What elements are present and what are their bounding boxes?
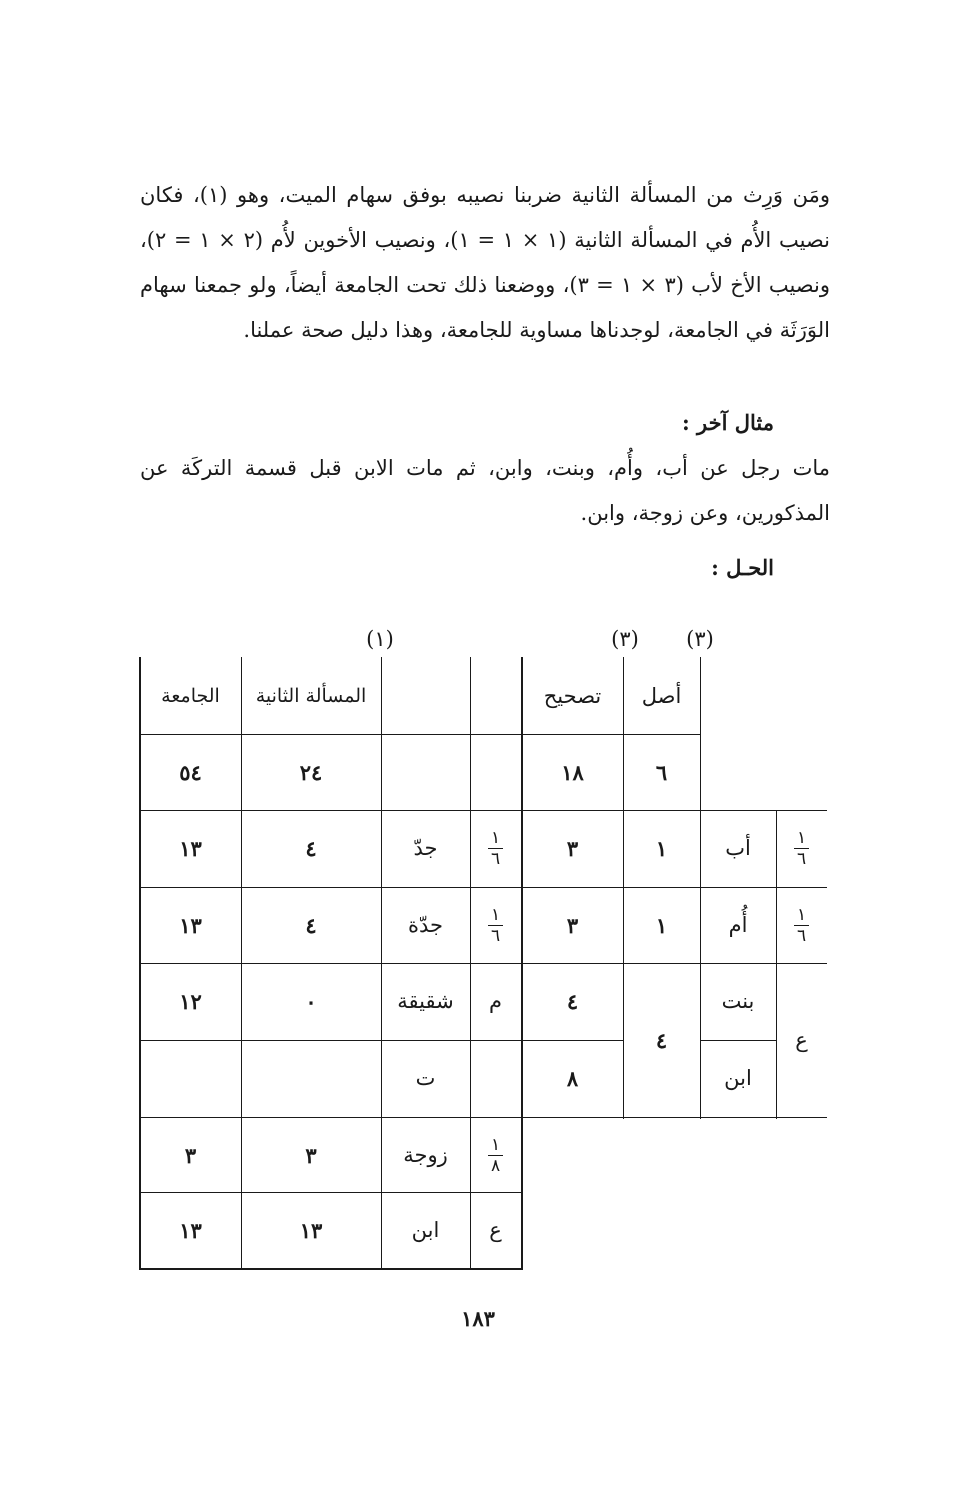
share-label: ع xyxy=(489,1218,502,1242)
heir-name: بنت xyxy=(721,989,755,1013)
page-number: ١٨٣ xyxy=(461,1306,495,1331)
asaba-share: ع xyxy=(795,1028,808,1052)
tashih-value: ٤ xyxy=(566,988,579,1014)
heir-name: أُم xyxy=(728,913,748,937)
tashih-value: ٣ xyxy=(566,835,579,861)
share-label xyxy=(470,1040,521,1116)
heir-name: أب xyxy=(725,836,751,860)
heir-name: ت xyxy=(415,1066,436,1090)
jamia-value: ١٣ xyxy=(179,912,202,938)
jamia-value: ١٣ xyxy=(179,1217,202,1243)
heir-name: زوجة xyxy=(403,1143,448,1167)
tashih-value: ٣ xyxy=(566,912,579,938)
heir-name: جدّة xyxy=(408,913,444,937)
share-fraction: $\frac{١}{٦}$ xyxy=(470,887,521,963)
second-issue-value: ٤ xyxy=(305,835,317,861)
heir-name: جدّ xyxy=(413,836,438,860)
jamia-value: ١٢ xyxy=(179,988,202,1014)
jamia-value: ١٣ xyxy=(179,835,202,861)
jamia-value: ٣ xyxy=(184,1142,197,1168)
solution-heading: الحـل : xyxy=(711,555,774,580)
asl-value: ١ xyxy=(655,912,668,938)
heir-name: ابن xyxy=(724,1066,752,1090)
footnote-marker: (٣) xyxy=(611,627,639,651)
share-fraction: $\frac{١}{٦}$ xyxy=(470,810,521,886)
header-second-issue: المسألة الثانية xyxy=(255,685,367,707)
paragraph-1: ومَن وَرِث من المسألة الثانية ضربنا نصيبه بوفق سهام الميت، وهو (١)، فكان نصيب الأُم في المسألة الثانية (١ × ١ = ١)، ونصيب الأخوين لأُم (٢ × ١ = ٢)، ونصيب الأخ لأب (٣ × ١ = ٣)، ووضعنا ذلك تحت الجامعة أيضاً، ولو جمعنا سهام الوَرَثَة في الجامعة، لوجدناها مساوية للجامعة، وهذا دليل صحة عملنا. xyxy=(140,183,830,342)
header-tashih: تصحيح xyxy=(543,684,602,708)
second-issue-value: ٠ xyxy=(305,988,317,1014)
header-asl: أصل xyxy=(641,684,682,708)
second-issue-value: ٤ xyxy=(305,912,317,938)
asl-value: ١ xyxy=(655,835,668,861)
share-fraction: $\frac{١}{٦}$ xyxy=(776,887,827,963)
share-label: م xyxy=(489,989,503,1013)
footnote-marker: (١) xyxy=(366,627,394,651)
header-jamia: الجامعة xyxy=(161,685,220,707)
jamia-value xyxy=(140,1040,241,1116)
second-issue-value: ١٣ xyxy=(299,1217,323,1243)
total-jamia: ٥٤ xyxy=(179,759,202,785)
paragraph-2: مات رجل عن أب، وأُم، وبنت، وابن، ثم مات الابن قبل قسمة التركَة عن المذكورين، وعن زوجة، وابن. xyxy=(140,456,830,525)
share-fraction: $\frac{١}{٨}$ xyxy=(470,1117,521,1193)
heir-name: ابن xyxy=(411,1218,440,1242)
second-issue-value xyxy=(241,1040,381,1116)
heir-name: شقيقة xyxy=(397,989,454,1013)
footnote-marker: (٣) xyxy=(686,627,714,651)
share-fraction: $\frac{١}{٦}$ xyxy=(776,810,827,886)
example-heading: مثال آخر : xyxy=(681,410,774,435)
second-issue-value: ٣ xyxy=(305,1142,317,1168)
asaba-asl-value: ٤ xyxy=(655,1027,668,1053)
tashih-value: ٨ xyxy=(566,1065,579,1091)
total-tashih: ١٨ xyxy=(561,759,584,785)
total-second-issue: ٢٤ xyxy=(299,759,323,785)
total-asl: ٦ xyxy=(655,759,668,785)
